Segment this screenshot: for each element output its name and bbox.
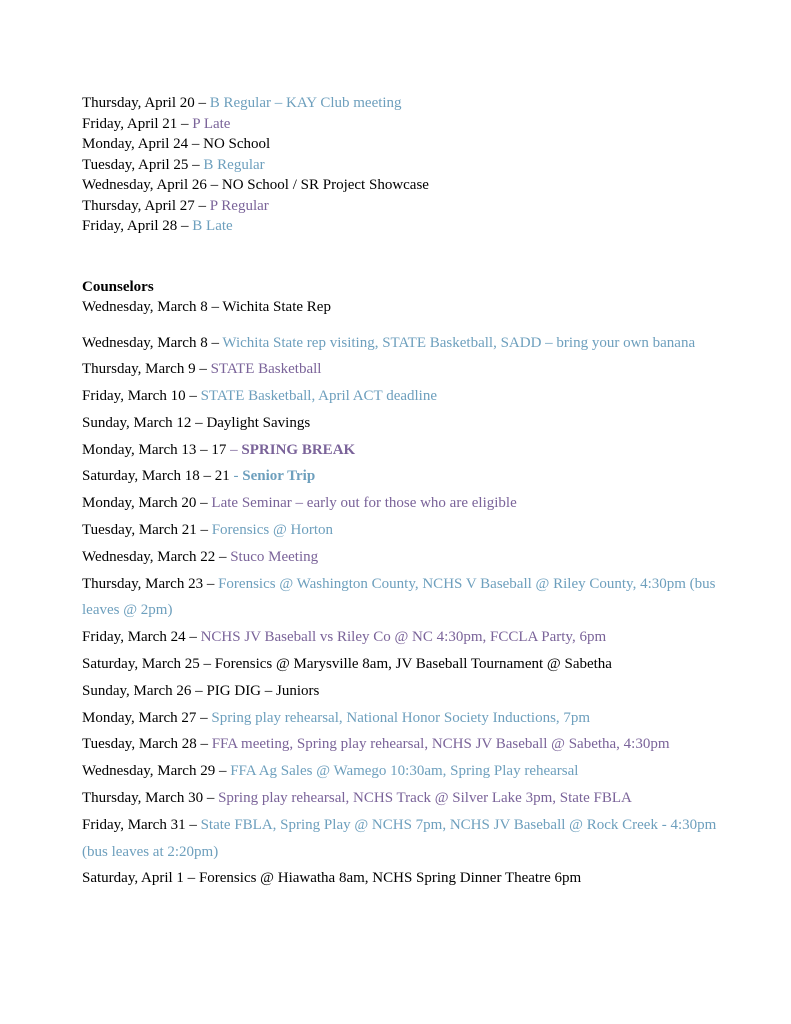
calendar-entry — [82, 410, 722, 437]
calendar-date: Monday, March 13 – 17 — [82, 441, 231, 458]
section-spacer — [82, 317, 722, 330]
calendar-event: Spring play rehearsal, National Honor Society Inductions, 7pm — [211, 709, 591, 726]
calendar-event: STATE Basketball, April ACT deadline — [200, 388, 438, 405]
calendar-entry — [82, 490, 722, 517]
schedule-event: P Regular — [209, 197, 269, 214]
calendar-date: Wednesday, March 8 – — [82, 334, 223, 351]
calendar-entry — [82, 624, 722, 651]
calendar-date: Friday, March 31 – — [82, 816, 201, 833]
schedule-event: B Regular — [203, 156, 265, 173]
schedule-event: B Regular – KAY Club meeting — [209, 95, 402, 111]
calendar-date: Thursday, March 23 – — [82, 575, 219, 592]
calendar-date: Thursday, March 9 – — [82, 361, 211, 378]
calendar-entry — [82, 705, 722, 732]
schedule-line — [82, 216, 722, 237]
calendar-event: SPRING BREAK — [241, 441, 356, 458]
calendar-event: STATE Basketball — [210, 361, 322, 378]
calendar-event: Forensics @ Horton — [211, 522, 334, 539]
section-spacer — [82, 237, 722, 277]
calendar-date: Wednesday, March 22 – — [82, 548, 231, 565]
calendar-date: Sunday, March 12 – — [82, 414, 207, 431]
calendar-entry — [82, 865, 722, 892]
calendar-date: Thursday, March 30 – — [82, 790, 219, 807]
calendar-entry — [82, 356, 722, 383]
calendar-date: Monday, March 20 – — [82, 495, 212, 512]
schedule-line — [82, 114, 722, 135]
calendar-event: Stuco Meeting — [230, 548, 319, 565]
march-calendar — [82, 330, 722, 893]
schedule-event: B Late — [192, 218, 233, 234]
calendar-date: Sunday, March 26 – — [82, 682, 207, 699]
schedule-event: NO School — [203, 136, 271, 152]
calendar-entry — [82, 731, 722, 758]
calendar-entry — [82, 785, 722, 812]
schedule-date: Thursday, April 20 – — [82, 95, 210, 111]
calendar-date: Wednesday, March 29 – — [82, 763, 231, 780]
calendar-date: Friday, March 10 – — [82, 388, 201, 405]
schedule-line — [82, 93, 722, 114]
calendar-entry — [82, 544, 722, 571]
calendar-entry — [82, 758, 722, 785]
calendar-entry — [82, 571, 722, 625]
schedule-line — [82, 155, 722, 176]
schedule-date: Friday, April 21 – — [82, 115, 193, 132]
schedule-line — [82, 175, 722, 196]
schedule-date: Wednesday, April 26 – — [82, 177, 222, 193]
calendar-event: Spring play rehearsal, NCHS Track @ Silver Lake 3pm, State FBLA — [218, 790, 632, 807]
calendar-event: Forensics @ Washington County, NCHS V Baseball @ Riley County, 4:30pm (bus leaves @ 2pm) — [82, 575, 716, 619]
schedule-date: Thursday, April 27 – — [82, 197, 210, 214]
schedule-line — [82, 134, 722, 155]
calendar-event: FFA Ag Sales @ Wamego 10:30am, Spring Play rehearsal — [230, 763, 579, 780]
schedule-date: Friday, April 28 – — [82, 218, 193, 234]
counselors-line: Wednesday, March 8 – Wichita State Rep — [82, 298, 331, 315]
calendar-separator: – — [230, 441, 242, 458]
calendar-event: State FBLA, Spring Play @ NCHS 7pm, NCHS JV Baseball @ Rock Creek - 4:30pm (bus leaves at 2:20pm) — [82, 816, 717, 860]
calendar-entry — [82, 517, 722, 544]
calendar-entry — [82, 463, 722, 490]
calendar-entry — [82, 383, 722, 410]
document-page — [82, 93, 722, 892]
calendar-date: Saturday, March 18 – 21 — [82, 468, 234, 485]
calendar-separator: - — [233, 468, 243, 485]
calendar-date: Monday, March 27 – — [82, 709, 212, 726]
calendar-entry — [82, 651, 722, 678]
calendar-date: Tuesday, March 21 – — [82, 522, 212, 539]
calendar-event: Senior Trip — [242, 468, 316, 485]
calendar-event: PIG DIG – Juniors — [206, 682, 320, 699]
calendar-entry — [82, 678, 722, 705]
calendar-event: FFA meeting, Spring play rehearsal, NCHS JV Baseball @ Sabetha, 4:30pm — [211, 736, 670, 753]
calendar-entry — [82, 437, 722, 464]
calendar-entry — [82, 812, 722, 866]
calendar-event: Forensics @ Hiawatha 8am, NCHS Spring Dinner Theatre 6pm — [198, 870, 582, 887]
schedule-line — [82, 196, 722, 217]
calendar-date: Tuesday, March 28 – — [82, 736, 212, 753]
calendar-entry — [82, 330, 722, 357]
calendar-date: Friday, March 24 – — [82, 629, 201, 646]
section-heading: Counselors — [82, 278, 154, 295]
calendar-event: Daylight Savings — [206, 414, 311, 431]
april-schedule — [82, 93, 722, 237]
schedule-event: NO School / SR Project Showcase — [221, 177, 429, 193]
schedule-date: Tuesday, April 25 – — [82, 156, 204, 173]
schedule-event: P Late — [192, 115, 231, 132]
calendar-event: Forensics @ Marysville 8am, JV Baseball Tournament @ Sabetha — [214, 656, 612, 673]
calendar-event: NCHS JV Baseball vs Riley Co @ NC 4:30pm, FCCLA Party, 6pm — [200, 629, 607, 646]
schedule-date: Monday, April 24 – — [82, 136, 204, 152]
calendar-event: Wichita State rep visiting, STATE Basketball, SADD – bring your own banana — [222, 334, 696, 351]
calendar-date: Saturday, March 25 – — [82, 656, 215, 673]
calendar-event: Late Seminar – early out for those who are eligible — [211, 495, 517, 512]
calendar-date: Saturday, April 1 – — [82, 870, 199, 887]
